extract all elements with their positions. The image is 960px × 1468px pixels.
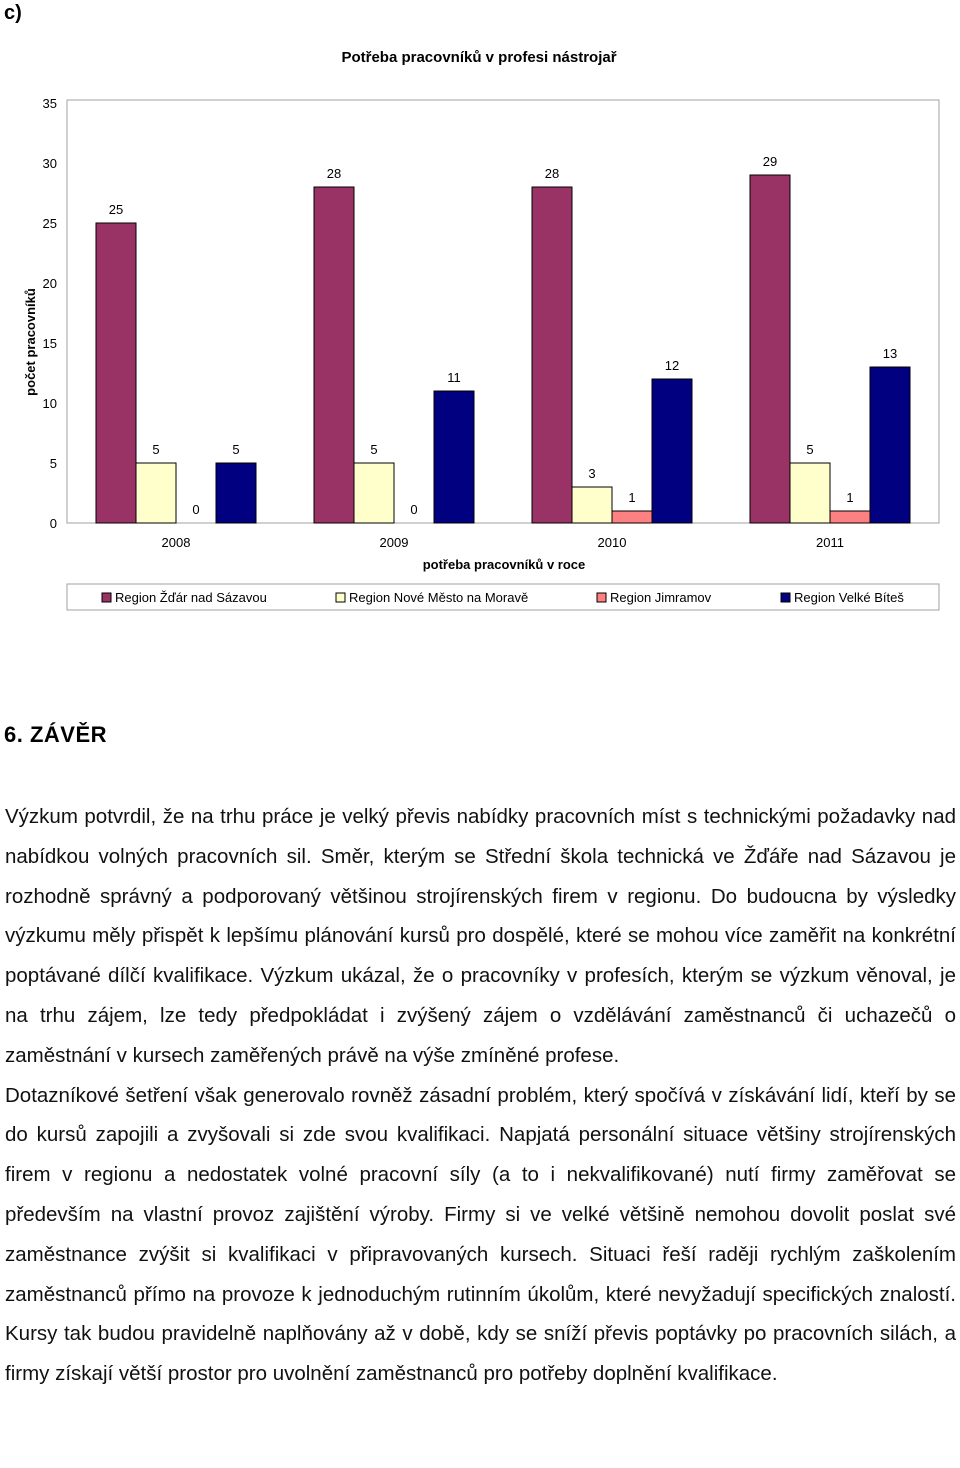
chart-title: Potřeba pracovníků v profesi nástrojař: [341, 49, 617, 66]
data-label: 12: [664, 358, 680, 373]
data-label: 3: [588, 466, 596, 481]
y-tick-label: 5: [49, 456, 57, 471]
x-tick-label: 2008: [161, 535, 191, 550]
y-tick-label: 25: [42, 216, 57, 231]
data-label: 0: [410, 502, 418, 517]
legend-label: Region Velké Bíteš: [794, 590, 904, 605]
legend-label: Region Žďár nad Sázavou: [115, 590, 267, 605]
subsection-label: c): [4, 2, 22, 24]
data-label: 1: [846, 490, 854, 505]
legend-swatch: [102, 593, 111, 602]
x-tick-label: 2009: [379, 535, 409, 550]
x-axis-label: potřeba pracovníků v roce: [422, 557, 586, 572]
bar: [96, 223, 136, 523]
data-label: 5: [152, 442, 160, 457]
x-tick-label: 2010: [597, 535, 627, 550]
paragraph-2: Dotazníkové šetření však generovalo rovněž zásadní problém, který spočívá v získávání lidí, kteří by se do kursů zapojili a zvyšovali si zde svou kvalifikaci. Napjatá personální situace většiny strojírenských firem v regionu a nedostatek volné pracovní síly (a to i nekvalifikované) nutí firmy zaměřovat se především na vlastní provoz zajištění výroby. Firmy si ve velké většině nemohou dovolit poslat své zaměstnance zvýšit si kvalifikaci v připravovaných kursech. Situaci řeší raději rychlým zaškolením zaměstnanců přímo na provoze k jednoduchým rutinním úkolům, které nevyžadují specifických znalostí. Kursy tak budou pravidelně naplňovány až v době, kdy se sníží převis poptávky po pracovních silách, a firmy získají větší prostor pro uvolnění zaměstnanců pro potřeby doplnění kvalifikace.: [5, 1083, 956, 1386]
bar: [612, 511, 652, 523]
data-label: 28: [544, 166, 560, 181]
data-label: 1: [628, 490, 636, 505]
bar: [216, 463, 256, 523]
x-tick-label: 2011: [816, 535, 844, 550]
bar: [572, 487, 612, 523]
bar: [790, 463, 830, 523]
bar: [354, 463, 394, 523]
bar: [870, 367, 910, 523]
y-tick-label: 30: [42, 156, 57, 171]
bar: [830, 511, 870, 523]
data-label: 0: [192, 502, 200, 517]
paragraph-1: Výzkum potvrdil, že na trhu práce je velký převis nabídky pracovních míst s technickými požadavky nad nabídkou volných pracovních sil. Směr, kterým se Střední škola technická ve Žďáře nad Sázavou je rozhodně správný a podporovaný většinou strojírenských firem v regionu. Do budoucna by výsledky výzkumu měly přispět k lepšímu plánování kursů pro dospělé, které se mohou více zaměřit na konkrétní poptávané dílčí kvalifikace. Výzkum ukázal, že o pracovníky v profesích, kterým se výzkum věnoval, je na trhu zájem, lze tedy předpokládat i zvýšený zájem o vzdělávání zaměstnanců či uchazečů o zaměstnání v kursech zaměřených právě na výše zmíněné profese.: [5, 805, 956, 1067]
bar: [532, 187, 572, 523]
bar: [750, 175, 790, 523]
bar-chart: [0, 30, 960, 620]
bar: [652, 379, 692, 523]
y-tick-label: 35: [42, 96, 57, 111]
bar: [314, 187, 354, 523]
data-label: 28: [326, 166, 342, 181]
data-label: 5: [806, 442, 814, 457]
legend-label: Region Nové Město na Moravě: [349, 590, 529, 605]
data-label: 11: [447, 370, 461, 385]
data-label: 13: [882, 346, 898, 361]
bar: [434, 391, 474, 523]
section-heading: 6. ZÁVĚR: [4, 722, 108, 747]
y-tick-label: 20: [42, 276, 57, 291]
data-label: 29: [762, 154, 778, 169]
legend-swatch: [597, 593, 606, 602]
x-axis: [162, 535, 844, 550]
data-label: 5: [370, 442, 378, 457]
y-tick-label: 10: [42, 396, 57, 411]
y-tick-label: 0: [49, 516, 57, 531]
y-axis: [43, 96, 57, 531]
conclusion-text: [5, 797, 956, 1394]
legend-swatch: [781, 593, 790, 602]
data-label: 25: [108, 202, 124, 217]
y-tick-label: 15: [42, 336, 57, 351]
legend-label: Region Jimramov: [610, 590, 712, 605]
y-axis-label: počet pracovníků: [23, 288, 38, 396]
bar: [136, 463, 176, 523]
legend-swatch: [336, 593, 345, 602]
chart-container: [0, 30, 960, 620]
data-label: 5: [232, 442, 240, 457]
plot-area: [67, 100, 939, 523]
